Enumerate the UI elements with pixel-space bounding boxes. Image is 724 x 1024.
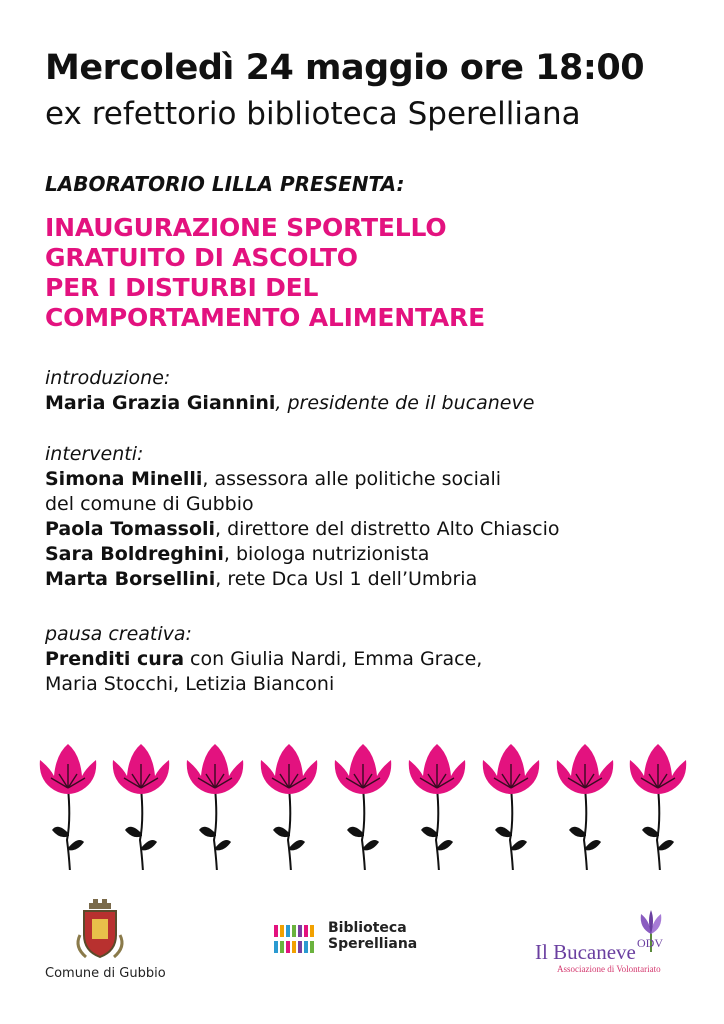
speaker-name: Sara Boldreghini: [45, 543, 224, 565]
bucaneve-subtitle: Associazione di Volontariato: [557, 964, 661, 974]
flower-icon: [483, 744, 539, 870]
speaker-role: , direttore del distretto Alto Chiascio: [215, 518, 560, 540]
interventions-section: [45, 442, 559, 592]
interventions-label: interventi:: [45, 443, 144, 465]
flower-icon: [335, 744, 391, 870]
creative-break-section: [45, 622, 482, 697]
biblioteca-line1: Biblioteca: [328, 920, 407, 936]
speaker-name: Paola Tomassoli: [45, 518, 216, 540]
headline-line: INAUGURAZIONE SPORTELLO: [45, 213, 447, 242]
speaker-name: Marta Borsellini: [45, 568, 216, 590]
creative-break-people: con Giulia Nardi, Emma Grace,: [184, 648, 483, 670]
bucaneve-badge: ODV: [637, 936, 663, 950]
flower-icon: [557, 744, 613, 870]
introduction-section: [45, 366, 534, 416]
bucaneve-prefix: Il: [535, 940, 554, 964]
flower-icon: [187, 744, 243, 870]
event-venue: ex refettorio biblioteca Sperelliana: [45, 96, 581, 132]
speaker-role: , presidente de il bucaneve: [275, 392, 535, 414]
bucaneve-wordmark: Bucaneve: [553, 940, 636, 964]
creative-break-title: Prenditi cura: [45, 648, 185, 670]
introduction-label: introduzione:: [45, 367, 171, 389]
creative-break-line: [45, 647, 482, 672]
introduction-speaker: [45, 391, 534, 416]
bookshelf-logo-icon: [272, 921, 322, 955]
speaker-role: , rete Dca Usl 1 dell’Umbria: [215, 568, 478, 590]
speaker-name: Maria Grazia Giannini: [45, 392, 276, 414]
speaker-role: , biologa nutrizionista: [223, 543, 430, 565]
flower-icon: [40, 744, 96, 870]
speaker-line: [45, 467, 559, 492]
gubbio-label: Comune di Gubbio: [45, 966, 166, 981]
speaker-line: [45, 492, 559, 517]
speaker-role: , assessora alle politiche sociali: [202, 468, 502, 490]
speaker-line: [45, 567, 559, 592]
creative-break-label: pausa creativa:: [45, 623, 192, 645]
flower-icon: [409, 744, 465, 870]
headline-line: PER I DISTURBI DEL: [45, 273, 319, 302]
bucaneve-name: [535, 940, 636, 965]
presenter-line: LABORATORIO LILLA PRESENTA:: [45, 172, 405, 196]
flower-icon: [113, 744, 169, 870]
speaker-role: del comune di Gubbio: [45, 493, 254, 515]
biblioteca-logo: [272, 918, 422, 958]
event-headline: [45, 213, 485, 333]
event-date-time: Mercoledì 24 maggio ore 18:00: [45, 48, 645, 88]
speaker-line: [45, 542, 559, 567]
speaker-name: Simona Minelli: [45, 468, 203, 490]
flower-row: [30, 740, 694, 870]
flower-icon: [630, 744, 686, 870]
speaker-line: [45, 517, 559, 542]
creative-break-line: Maria Stocchi, Letizia Bianconi: [45, 673, 335, 695]
bucaneve-logo: [535, 910, 675, 980]
biblioteca-line2: Sperelliana: [328, 936, 418, 952]
flower-icon: [261, 744, 317, 870]
headline-line: GRATUITO DI ASCOLTO: [45, 243, 358, 272]
headline-line: COMPORTAMENTO ALIMENTARE: [45, 303, 485, 332]
